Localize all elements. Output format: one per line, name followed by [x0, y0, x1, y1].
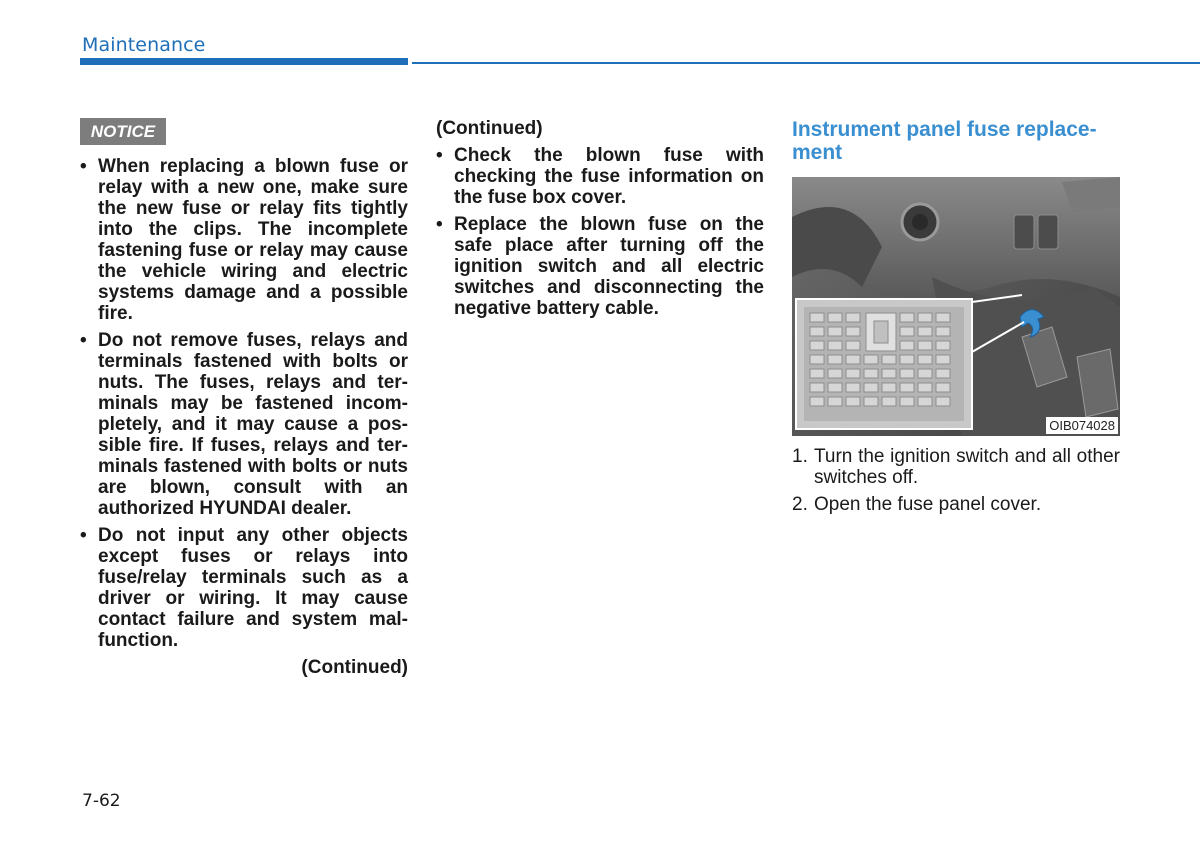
notice-bullet-list [80, 156, 408, 651]
notice-column-2 [436, 118, 764, 325]
continued-label: (Continued) [301, 657, 408, 678]
step-text: Open the fuse panel cover. [814, 494, 1042, 515]
notice-badge: NOTICE [80, 118, 166, 145]
list-item: • Replace the blown fuse on the safe place after turning off the ignition switch and all electric switches and disconnecting the negative battery cable. [436, 214, 764, 319]
header-rule-thick [80, 58, 408, 65]
notice-bullet-list [436, 145, 764, 319]
step-number: 2. [792, 494, 808, 515]
continued-label: (Continued) [436, 118, 543, 139]
list-item: • Do not remove fuses, relays and terminals fastened with bolts or nuts. The fuses, relays and ter-minals may be fastened incom-pletely, and it may cause a pos-sible fire. If fuses, relays and ter-minals fastened with bolts or nuts are blown, consult with an authorized HYUNDAI dealer. [80, 330, 408, 519]
list-item [792, 494, 1120, 515]
list-item: • Do not input any other objects except fuses or relays into fuse/relay terminals such as a driver or wiring. It may cause contact failure and system mal-function. [80, 525, 408, 651]
step-number: 1. [792, 446, 808, 467]
step-text: Turn the ignition switch and all other switches off. [814, 446, 1120, 488]
list-item: • When replacing a blown fuse or relay with a new one, make sure the new fuse or relay fits tightly into the clips. The incomplete fastening fuse or relay may cause the vehicle wiring and electric systems damage and a possible fire. [80, 156, 408, 324]
notice-column-1 [80, 156, 408, 678]
header-rule-thin [412, 62, 1200, 64]
instruction-steps [792, 446, 1120, 521]
page-number: 7-62 [82, 791, 121, 811]
list-item [792, 446, 1120, 488]
figure-caption: OIB074028 [1046, 417, 1118, 434]
section-title: Maintenance [82, 34, 206, 56]
list-item: • Check the blown fuse with checking the fuse information on the fuse box cover. [436, 145, 764, 208]
section-heading: Instrument panel fuse replace-ment [792, 118, 1097, 164]
dashboard-drawing [792, 177, 1120, 436]
fuse-panel-illustration [792, 177, 1120, 436]
